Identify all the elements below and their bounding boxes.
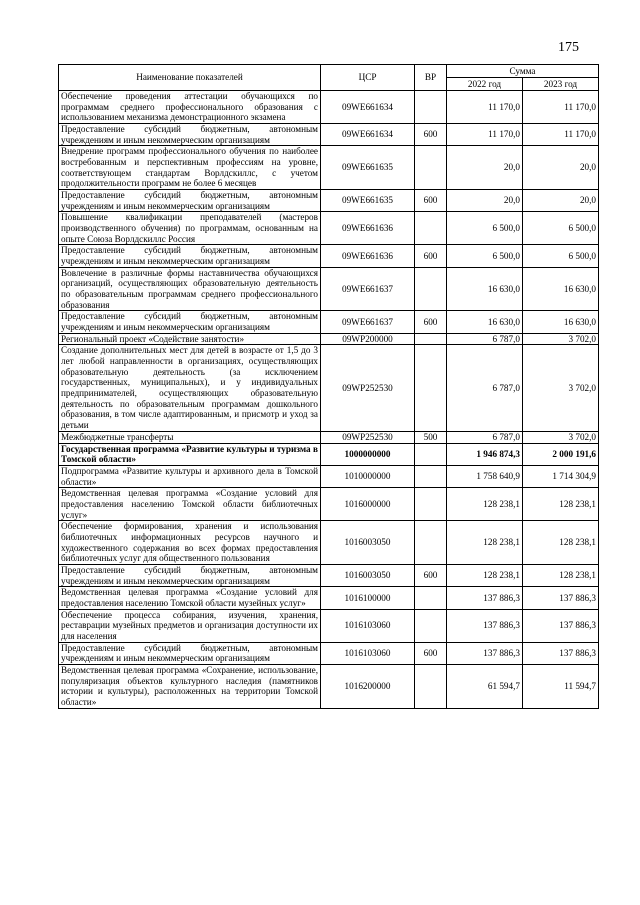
row-name: Предоставление субсидий бюджетным, автономным учреждениям и иным некоммерческим организациям <box>59 245 321 267</box>
row-vr <box>415 91 447 124</box>
row-amount-2023: 11 170,0 <box>523 124 599 146</box>
row-vr <box>415 488 447 521</box>
header-name: Наименование показателей <box>59 65 321 91</box>
row-amount-2022: 137 886,3 <box>447 587 523 609</box>
row-vr <box>415 212 447 245</box>
row-amount-2023: 3 702,0 <box>523 345 599 431</box>
row-csr: 1016200000 <box>321 664 415 708</box>
row-name: Ведомственная целевая программа «Создание условий для предоставления населению Томской области библиотечных услуг» <box>59 488 321 521</box>
row-amount-2022: 20,0 <box>447 146 523 190</box>
row-name: Предоставление субсидий бюджетным, автономным учреждениям и иным некоммерческим организациям <box>59 124 321 146</box>
budget-table <box>58 64 599 709</box>
row-amount-2023: 2 000 191,6 <box>523 443 599 465</box>
row-amount-2023: 16 630,0 <box>523 311 599 333</box>
row-amount-2023: 128 238,1 <box>523 488 599 521</box>
row-csr: 09WE661637 <box>321 311 415 333</box>
row-amount-2023: 20,0 <box>523 190 599 212</box>
row-name: Ведомственная целевая программа «Сохранение, использование, популяризация объектов культурного наследия (памятников истории и культуры), расположенных на территории Томской области» <box>59 664 321 708</box>
row-vr <box>415 521 447 565</box>
table-row <box>59 333 599 345</box>
table-row <box>59 587 599 609</box>
row-name: Внедрение программ профессионального обучения по наиболее востребованным и перспективным профессиям на уровне, соответствующем стандартам Ворлдскиллс, с учетом продолжительности программ не более 6 месяцев <box>59 146 321 190</box>
header-sum: Сумма <box>447 65 599 78</box>
row-name: Предоставление субсидий бюджетным, автономным учреждениям и иным некоммерческим организациям <box>59 190 321 212</box>
row-amount-2022: 61 594,7 <box>447 664 523 708</box>
row-name: Ведомственная целевая программа «Создание условий для предоставления населению Томской области музейных услуг» <box>59 587 321 609</box>
row-csr: 1000000000 <box>321 443 415 465</box>
row-vr <box>415 267 447 311</box>
row-csr: 09WE661635 <box>321 190 415 212</box>
table-row <box>59 465 599 487</box>
row-amount-2023: 6 500,0 <box>523 212 599 245</box>
row-csr: 1016103060 <box>321 609 415 642</box>
row-csr: 09WE661636 <box>321 212 415 245</box>
table-row <box>59 443 599 465</box>
table-row <box>59 190 599 212</box>
table-row <box>59 609 599 642</box>
table-row <box>59 245 599 267</box>
row-vr: 500 <box>415 431 447 443</box>
table-body <box>59 91 599 709</box>
table-row <box>59 345 599 431</box>
row-vr <box>415 664 447 708</box>
row-amount-2023: 137 886,3 <box>523 642 599 664</box>
row-amount-2022: 6 787,0 <box>447 345 523 431</box>
row-amount-2023: 3 702,0 <box>523 333 599 345</box>
row-vr <box>415 443 447 465</box>
table-row <box>59 212 599 245</box>
row-csr: 09WP200000 <box>321 333 415 345</box>
table-row <box>59 488 599 521</box>
row-amount-2022: 6 500,0 <box>447 245 523 267</box>
row-amount-2023: 137 886,3 <box>523 609 599 642</box>
row-amount-2022: 1 758 640,9 <box>447 465 523 487</box>
row-name: Обеспечение процесса собирания, изучения, хранения, реставрации музейных предметов и организация доступности их для населения <box>59 609 321 642</box>
row-name: Повышение квалификации преподавателей (мастеров производственного обучения) по программам, основанным на опыте Союза Ворлдскиллс Россия <box>59 212 321 245</box>
row-csr: 1016100000 <box>321 587 415 609</box>
row-vr <box>415 345 447 431</box>
row-vr <box>415 465 447 487</box>
row-amount-2022: 11 170,0 <box>447 91 523 124</box>
row-amount-2023: 11 594,7 <box>523 664 599 708</box>
row-name: Государственная программа «Развитие культуры и туризма в Томской области» <box>59 443 321 465</box>
row-amount-2022: 11 170,0 <box>447 124 523 146</box>
row-amount-2022: 6 787,0 <box>447 431 523 443</box>
header-vr: ВР <box>415 65 447 91</box>
row-csr: 09WE661634 <box>321 91 415 124</box>
table-row <box>59 311 599 333</box>
table-row <box>59 146 599 190</box>
table-row <box>59 521 599 565</box>
row-csr: 1016103060 <box>321 642 415 664</box>
row-vr: 600 <box>415 564 447 586</box>
row-amount-2022: 128 238,1 <box>447 564 523 586</box>
table-row <box>59 124 599 146</box>
row-amount-2022: 20,0 <box>447 190 523 212</box>
row-amount-2023: 11 170,0 <box>523 91 599 124</box>
table-row <box>59 664 599 708</box>
row-amount-2022: 16 630,0 <box>447 267 523 311</box>
row-amount-2022: 137 886,3 <box>447 642 523 664</box>
row-csr: 09WP252530 <box>321 345 415 431</box>
row-csr: 09WP252530 <box>321 431 415 443</box>
table-row <box>59 91 599 124</box>
row-amount-2023: 128 238,1 <box>523 521 599 565</box>
row-name: Вовлечение в различные формы наставничества обучающихся организаций, осуществляющих образовательную деятельность по образовательным программам среднего профессионального образования <box>59 267 321 311</box>
row-csr: 1016003050 <box>321 564 415 586</box>
table-row <box>59 267 599 311</box>
row-amount-2022: 137 886,3 <box>447 609 523 642</box>
row-amount-2022: 6 500,0 <box>447 212 523 245</box>
row-amount-2023: 128 238,1 <box>523 564 599 586</box>
table-row <box>59 564 599 586</box>
row-name: Региональный проект «Содействие занятости» <box>59 333 321 345</box>
row-name: Предоставление субсидий бюджетным, автономным учреждениям и иным некоммерческим организациям <box>59 642 321 664</box>
row-csr: 1016000000 <box>321 488 415 521</box>
header-csr: ЦСР <box>321 65 415 91</box>
row-amount-2022: 128 238,1 <box>447 488 523 521</box>
row-name: Обеспечение проведения аттестации обучающихся по программам среднего профессионального образования с использованием механизма демонстрационного экзамена <box>59 91 321 124</box>
row-name: Предоставление субсидий бюджетным, автономным учреждениям и иным некоммерческим организациям <box>59 311 321 333</box>
row-amount-2023: 137 886,3 <box>523 587 599 609</box>
row-vr: 600 <box>415 124 447 146</box>
row-csr: 09WE661634 <box>321 124 415 146</box>
row-vr <box>415 146 447 190</box>
row-vr: 600 <box>415 190 447 212</box>
row-csr: 09WE661635 <box>321 146 415 190</box>
row-csr: 1010000000 <box>321 465 415 487</box>
page-number: 175 <box>558 40 579 55</box>
row-amount-2022: 128 238,1 <box>447 521 523 565</box>
row-amount-2022: 1 946 874,3 <box>447 443 523 465</box>
row-amount-2023: 6 500,0 <box>523 245 599 267</box>
row-amount-2022: 16 630,0 <box>447 311 523 333</box>
row-amount-2023: 3 702,0 <box>523 431 599 443</box>
row-amount-2022: 6 787,0 <box>447 333 523 345</box>
row-vr: 600 <box>415 311 447 333</box>
row-name: Создание дополнительных мест для детей в возрасте от 1,5 до 3 лет любой направленности в организациях, осуществляющих образовательную деятельность (за исключением государственных, муниципальных), и у индивидуальных предпринимателей, осуществляющих образовательную деятельность по образовательным программам дошкольного образования, в том числе адаптированным, и присмотр и уход за детьми <box>59 345 321 431</box>
row-amount-2023: 1 714 304,9 <box>523 465 599 487</box>
header-year-2022: 2022 год <box>447 78 523 91</box>
row-name: Предоставление субсидий бюджетным, автономным учреждениям и иным некоммерческим организациям <box>59 564 321 586</box>
table-row <box>59 431 599 443</box>
row-vr <box>415 609 447 642</box>
row-amount-2023: 20,0 <box>523 146 599 190</box>
table-row <box>59 642 599 664</box>
row-vr <box>415 587 447 609</box>
row-vr: 600 <box>415 642 447 664</box>
row-name: Обеспечение формирования, хранения и использования библиотечных информационных ресурсов научного и художественного содержания во всех формах предоставления библиотечных услуг для общественного пользования <box>59 521 321 565</box>
row-name: Подпрограмма «Развитие культуры и архивного дела в Томской области» <box>59 465 321 487</box>
row-vr <box>415 333 447 345</box>
row-csr: 1016003050 <box>321 521 415 565</box>
row-name: Межбюджетные трансферты <box>59 431 321 443</box>
row-amount-2023: 16 630,0 <box>523 267 599 311</box>
row-csr: 09WE661636 <box>321 245 415 267</box>
row-vr: 600 <box>415 245 447 267</box>
row-csr: 09WE661637 <box>321 267 415 311</box>
header-year-2023: 2023 год <box>523 78 599 91</box>
